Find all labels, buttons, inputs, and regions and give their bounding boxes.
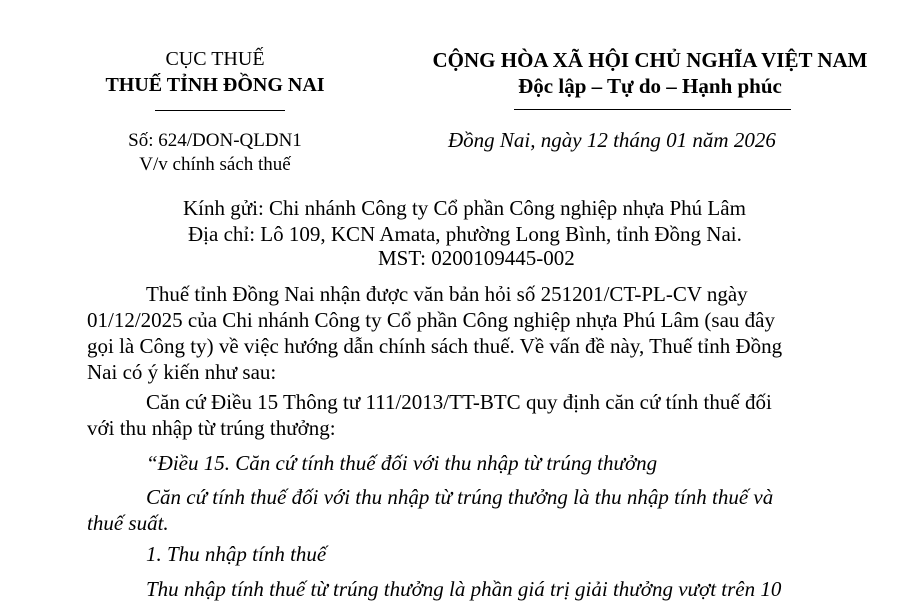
recipient-tax-code: MST: 0200109445-002 <box>378 246 575 270</box>
agency-parent: CỤC THUẾ <box>165 48 265 70</box>
agency-name: THUẾ TỈNH ĐỒNG NAI <box>105 74 325 96</box>
paragraph-2-line-2: với thu nhập từ trúng thưởng: <box>87 416 336 440</box>
quote-item-1-heading: 1. Thu nhập tính thuế <box>146 542 327 566</box>
recipient-address: Địa chỉ: Lô 109, KCN Amata, phường Long Bình, tỉnh Đồng Nai. <box>188 222 742 246</box>
quote-paragraph-line-2: thuế suất. <box>87 511 169 535</box>
quote-article-title: “Điều 15. Căn cứ tính thuế đối với thu nhập từ trúng thưởng <box>146 451 658 475</box>
recipient-line: Kính gửi: Chi nhánh Công ty Cổ phần Công nghiệp nhựa Phú Lâm <box>183 196 746 220</box>
paragraph-2-line-1: Căn cứ Điều 15 Thông tư 111/2013/TT-BTC quy định căn cứ tính thuế đối <box>146 390 772 414</box>
paragraph-1-line-4: Nai có ý kiến như sau: <box>87 360 277 384</box>
nation-title: CỘNG HÒA XÃ HỘI CHỦ NGHĨA VIỆT NAM <box>432 48 868 72</box>
place-and-date: Đồng Nai, ngày 12 tháng 01 năm 2026 <box>448 128 776 152</box>
paragraph-1-line-2: 01/12/2025 của Chi nhánh Công ty Cổ phần Công nghiệp nhựa Phú Lâm (sau đây <box>87 308 775 332</box>
quote-item-1-text: Thu nhập tính thuế từ trúng thưởng là phần giá trị giải thưởng vượt trên 10 <box>146 577 782 601</box>
national-motto: Độc lập – Tự do – Hạnh phúc <box>518 74 782 98</box>
agency-underline <box>155 110 285 111</box>
document-subject: V/v chính sách thuế <box>139 154 291 175</box>
quote-paragraph-line-1: Căn cứ tính thuế đối với thu nhập từ trúng thưởng là thu nhập tính thuế và <box>146 485 774 509</box>
paragraph-1-line-1: Thuế tỉnh Đồng Nai nhận được văn bản hỏi số 251201/CT-PL-CV ngày <box>146 282 748 306</box>
motto-underline <box>514 109 791 110</box>
document-number: Số: 624/DON-QLDN1 <box>128 130 302 151</box>
paragraph-1-line-3: gọi là Công ty) về việc hướng dẫn chính sách thuế. Về vấn đề này, Thuế tỉnh Đồng <box>87 334 783 358</box>
